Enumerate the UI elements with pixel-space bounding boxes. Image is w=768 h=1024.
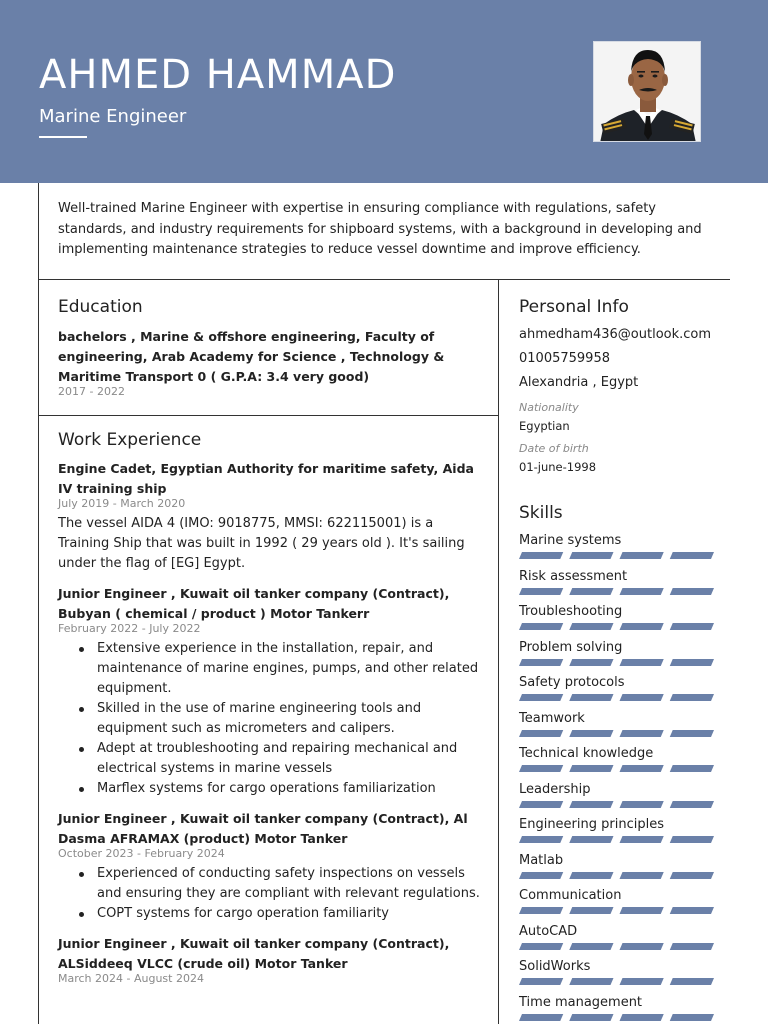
job-title: Engine Cadet, Egyptian Authority for maritime safety, Aida IV training ship (58, 461, 474, 496)
skill-level-segment (569, 552, 613, 559)
skill-level-bar (519, 943, 714, 950)
job-title: Junior Engineer , Kuwait oil tanker company (Contract), ALSiddeeq VLCC (crude oil) Motor Tanker (58, 936, 450, 971)
skills-heading: Skills (519, 503, 563, 523)
skill-level-segment (670, 872, 714, 879)
skill-item (519, 851, 719, 887)
skill-level-bar (519, 659, 714, 666)
skills-list (519, 531, 719, 1024)
skill-name: Troubleshooting (519, 604, 623, 619)
personal-info-heading: Personal Info (519, 297, 629, 317)
job-title: Junior Engineer , Kuwait oil tanker company (Contract), Bubyan ( chemical / product ) Motor Tankerr (58, 586, 450, 621)
job-dates: October 2023 - February 2024 (58, 847, 225, 860)
skill-level-segment (519, 872, 563, 879)
skill-level-segment (569, 907, 613, 914)
skill-level-segment (670, 907, 714, 914)
skill-level-bar (519, 623, 714, 630)
skill-item (519, 673, 719, 709)
skill-name: AutoCAD (519, 923, 578, 939)
skill-item (519, 922, 719, 958)
skill-level-segment (569, 801, 613, 808)
skill-name: Risk assessment (519, 568, 628, 584)
skill-level-segment (519, 765, 563, 772)
skill-item (519, 993, 719, 1024)
skill-name: Communication (519, 888, 622, 903)
skill-name: Marine systems (519, 533, 622, 548)
skill-name: Leadership (519, 781, 591, 797)
skill-level-bar (519, 978, 714, 985)
skill-level-segment (670, 694, 714, 701)
skill-level-segment (670, 623, 714, 630)
column-divider (498, 279, 499, 1024)
skill-level-segment (670, 730, 714, 737)
skill-level-segment (519, 907, 563, 914)
skill-level-bar (519, 836, 714, 843)
skill-level-segment (620, 1014, 664, 1021)
list-item: Skilled in the use of marine engineering tools and equipment such as micrometers and calipers. (58, 699, 488, 739)
skill-level-bar (519, 552, 714, 559)
skill-name: Teamwork (519, 710, 585, 726)
education-degree: bachelors , Marine & offshore engineering, Faculty of engineering, Arab Academy for Science , Technology & Maritime Transport 0 ( G.P.A: 3.4 very good) (58, 329, 445, 384)
job-dates: March 2024 - August 2024 (58, 972, 204, 985)
skill-level-segment (569, 659, 613, 666)
profile-summary: Well-trained Marine Engineer with expertise in ensuring compliance with regulations, safety standards, and industry requirements for shipboard systems, with a background in developing and implementing maintenance strategies to reduce vessel downtime and improve efficiency. (58, 201, 702, 257)
skill-level-segment (620, 588, 664, 595)
education-dates: 2017 - 2022 (58, 385, 125, 398)
skill-level-bar (519, 694, 714, 701)
summary-divider (38, 279, 730, 280)
skill-level-segment (670, 552, 714, 559)
skill-level-segment (670, 978, 714, 985)
phone-text: 01005759958 (519, 351, 610, 366)
skill-level-segment (620, 943, 664, 950)
dob-value: 01-june-1998 (519, 460, 597, 474)
skill-name: Engineering principles (519, 817, 664, 832)
person-name: AHMED HAMMAD (39, 52, 397, 98)
skill-level-segment (519, 694, 563, 701)
skill-level-segment (620, 659, 664, 666)
list-item: Extensive experience in the installation, repair, and maintenance of marine engines, pumps, and other related equipment. (58, 639, 488, 699)
skill-name: Safety protocols (519, 675, 625, 690)
dob-label: Date of birth (519, 442, 589, 455)
skill-level-bar (519, 872, 714, 879)
work-experience-heading: Work Experience (58, 430, 202, 450)
skill-level-segment (519, 836, 563, 843)
skill-item (519, 602, 719, 638)
skill-level-bar (519, 765, 714, 772)
skill-level-segment (670, 836, 714, 843)
skill-name: Problem solving (519, 639, 623, 655)
skill-item (519, 567, 719, 603)
skill-name: Technical knowledge (519, 746, 654, 761)
skill-level-segment (569, 588, 613, 595)
list-item: Experienced of conducting safety inspections on vessels and ensuring they are compliant with relevant regulations. (58, 864, 488, 904)
skill-level-segment (620, 978, 664, 985)
email-text[interactable]: ahmedham436@outlook.com (519, 327, 712, 342)
job-title: Junior Engineer , Kuwait oil tanker company (Contract), Al Dasma AFRAMAX (product) Motor Tanker (58, 811, 468, 846)
skill-level-segment (620, 552, 664, 559)
header-banner (0, 0, 768, 183)
skill-level-segment (519, 978, 563, 985)
skill-level-bar (519, 1014, 714, 1021)
skill-level-segment (620, 836, 664, 843)
skill-level-segment (519, 588, 563, 595)
skill-name: Time management (519, 994, 643, 1010)
list-item: Adept at troubleshooting and repairing mechanical and electrical systems in marine vessels (58, 739, 488, 779)
left-border-line (38, 183, 39, 1024)
role-underline (39, 136, 87, 138)
skill-level-segment (519, 659, 563, 666)
skill-item (519, 709, 719, 745)
skill-level-segment (620, 765, 664, 772)
skill-level-segment (620, 694, 664, 701)
skill-level-segment (569, 623, 613, 630)
job-dates: February 2022 - July 2022 (58, 622, 201, 635)
skill-level-segment (569, 872, 613, 879)
skill-level-segment (569, 943, 613, 950)
skill-level-segment (519, 943, 563, 950)
skill-level-segment (670, 765, 714, 772)
skill-name: Matlab (519, 852, 564, 868)
skill-item (519, 744, 719, 780)
skill-item (519, 780, 719, 816)
skill-level-segment (620, 801, 664, 808)
skill-level-segment (569, 978, 613, 985)
skill-level-segment (519, 730, 563, 737)
skill-item (519, 886, 719, 922)
job-role: Marine Engineer (39, 106, 187, 127)
profile-photo (593, 41, 701, 142)
job-bullet-list (58, 864, 488, 924)
skill-level-segment (670, 1014, 714, 1021)
skill-level-segment (569, 730, 613, 737)
education-heading: Education (58, 297, 143, 317)
job-description: The vessel AIDA 4 (IMO: 9018775, MMSI: 622115001) is a Training Ship that was built in 1992 ( 29 years old ). It's sailing under the flag of [EG] Egypt. (58, 516, 465, 571)
skill-level-bar (519, 801, 714, 808)
skill-level-segment (519, 623, 563, 630)
skill-item (519, 531, 719, 567)
skill-level-segment (620, 907, 664, 914)
skill-level-segment (670, 801, 714, 808)
skill-name: SolidWorks (519, 959, 591, 974)
job-bullet-list (58, 639, 488, 799)
list-item: COPT systems for cargo operation familiarity (58, 904, 488, 924)
nationality-value: Egyptian (519, 419, 570, 433)
nationality-label: Nationality (519, 401, 579, 414)
skill-item (519, 638, 719, 674)
skill-level-segment (569, 836, 613, 843)
skill-level-bar (519, 588, 714, 595)
skill-level-segment (670, 943, 714, 950)
skill-level-segment (620, 872, 664, 879)
skill-level-segment (670, 659, 714, 666)
skill-level-segment (569, 694, 613, 701)
skill-level-segment (519, 552, 563, 559)
education-divider (38, 415, 499, 416)
location-text: Alexandria , Egypt (519, 375, 639, 390)
skill-level-segment (620, 730, 664, 737)
skill-level-segment (569, 765, 613, 772)
skill-item (519, 815, 719, 851)
skill-level-segment (670, 588, 714, 595)
skill-level-segment (620, 623, 664, 630)
skill-level-bar (519, 907, 714, 914)
portrait-image (594, 42, 701, 142)
skill-level-segment (519, 801, 563, 808)
job-dates: July 2019 - March 2020 (58, 497, 186, 510)
skill-level-segment (519, 1014, 563, 1021)
list-item: Marflex systems for cargo operations familiarization (58, 779, 488, 799)
skill-level-bar (519, 730, 714, 737)
skill-level-segment (569, 1014, 613, 1021)
skill-item (519, 957, 719, 993)
